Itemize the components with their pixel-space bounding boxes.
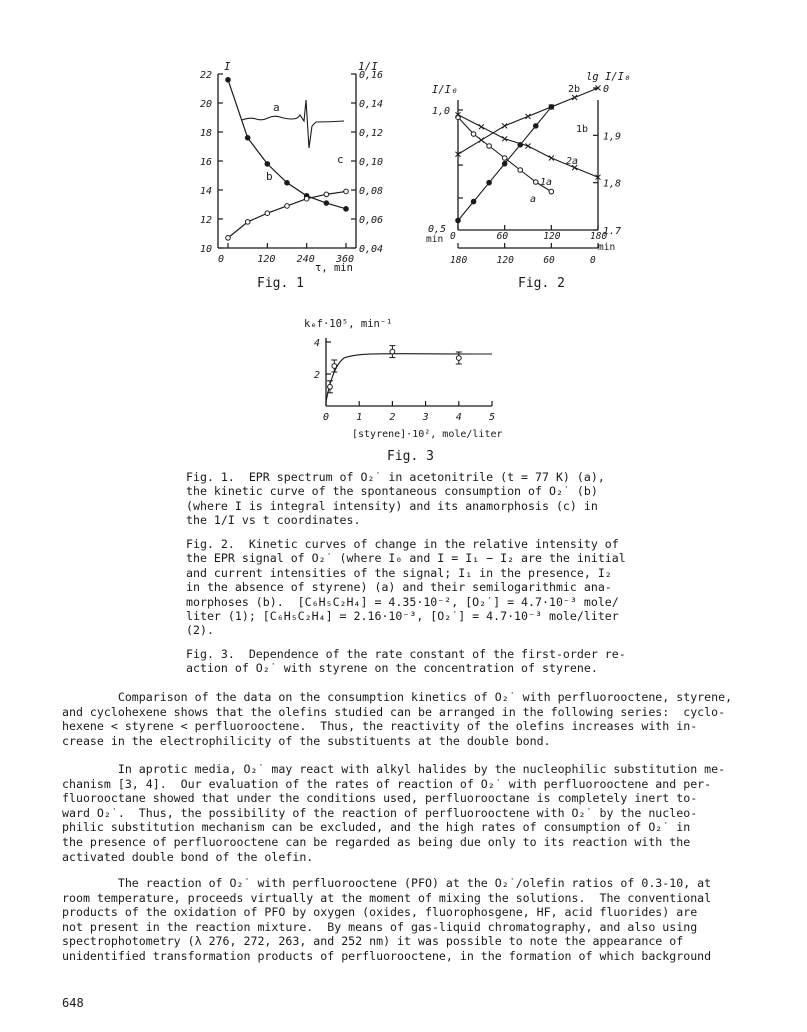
fig2-series-1a-point: [549, 189, 554, 194]
fig3-x-tick-label: 1: [356, 412, 363, 423]
fig1-right-tick-label: 0,16: [359, 70, 384, 81]
body-paragraph-1: [62, 690, 762, 748]
fig1-x-tick-label: 240: [296, 254, 315, 265]
fig2-x-tick-label-bottom: 180: [450, 255, 468, 266]
fig1-right-tick-label: 0,06: [359, 215, 384, 226]
fig1-caption-line: Fig. 1. EPR spectrum of O₂˙ in acetonitrile (t = 77 K) (a),: [186, 470, 605, 484]
fig3-data-point: [456, 356, 461, 361]
fig2-x-tick-label-top: 180: [590, 231, 608, 242]
fig1-left-tick-label: 14: [200, 186, 213, 197]
fig1-right-tick-label: 0,14: [359, 99, 384, 110]
fig2-series-1b-point: [471, 199, 476, 204]
figure-3-plot: [300, 310, 520, 448]
body-paragraph-2-line: philic substitution mechanism can be excluded, and the high rates of consumption of O₂˙ in: [62, 820, 691, 835]
fig1-series-b-point: [344, 207, 349, 212]
body-paragraph-2-line: In aprotic media, O₂˙ may react with alkyl halides by the nucleophilic substitution me-: [62, 762, 726, 776]
fig2-x-tick-label-top: 120: [543, 231, 561, 242]
fig2-curve-label-2a: 2a: [566, 156, 579, 167]
fig2-curve-label-1a: 1a: [540, 177, 553, 188]
body-paragraph-2-line: the presence of perfluorooctene can be regarded as being due only to its reaction with the: [62, 834, 691, 849]
body-paragraph-3: [62, 876, 762, 964]
fig2-series-2b-point: [502, 123, 507, 128]
page-number: 648: [62, 996, 84, 1010]
fig1-caption-line: the kinetic curve of the spontaneous consumption of O₂˙ (b): [186, 484, 598, 499]
fig2-left-tick-label: 0,5: [428, 224, 447, 235]
body-paragraph-3-line: spectrophotometry (λ 276, 272, 263, and 252 nm) it was possible to note the appearance of: [62, 934, 684, 949]
fig1-series-b-point: [245, 136, 250, 141]
fig1-series-c-point: [344, 189, 349, 194]
fig1-series-b-point: [285, 180, 290, 185]
fig1-curve-label-c: c: [337, 153, 344, 166]
fig2-series-1a-point: [471, 132, 476, 137]
fig1-series-c-point: [245, 220, 250, 225]
fig1-curve-label-a: a: [273, 101, 280, 114]
fig3-x-tick-label: 3: [422, 412, 429, 423]
fig3-x-axis-label: [styrene]·10², mole/liter: [352, 429, 503, 440]
fig2-right-tick-label: 0: [603, 84, 610, 95]
fig1-series-c-point: [324, 192, 329, 197]
fig3-x-tick-label: 4: [455, 412, 462, 423]
fig3-y-tick-label: 2: [314, 370, 321, 381]
fig2-caption-line: and current intensities of the signal; I₁ in the presence, I₂: [186, 565, 612, 580]
fig2-caption-line: Fig. 2. Kinetic curves of change in the relative intensity of: [186, 537, 619, 551]
fig1-series-b-line: [228, 80, 346, 209]
fig1-x-tick-label: 360: [336, 254, 355, 265]
fig3-x-tick-label: 0: [323, 412, 330, 423]
body-paragraph-3-line: products of the oxidation of PFO by oxygen (oxides, fluorophosgene, HF, acid fluorides) are: [62, 905, 698, 920]
fig1-right-axis-label: 1/I: [358, 60, 378, 73]
fig3-data-point: [390, 349, 395, 354]
fig2-right-axis-label: lg I/I₀: [586, 71, 631, 83]
fig1-series-c-line: [228, 191, 346, 237]
fig1-right-tick-label: 0,08: [359, 186, 384, 197]
fig3-label: Fig. 3: [387, 449, 434, 464]
fig1-right-tick-label: 0,10: [359, 157, 384, 168]
fig2-left-axis-unit: min: [426, 234, 444, 245]
fig2-series-1a-point: [518, 168, 523, 173]
fig2-series-1a-point: [502, 156, 507, 161]
fig2-caption-line: the EPR signal of O₂˙ (where I₀ and I = I₁ − I₂ are the initial: [186, 551, 626, 566]
body-paragraph-3-line: room temperature, proceeds virtually at the moment of mixing the solutions. The conventional: [62, 890, 712, 905]
fig3-x-tick-label: 2: [389, 412, 396, 423]
fig1-right-tick-label: 0,04: [359, 244, 384, 255]
fig1-series-b-point: [265, 162, 270, 167]
fig2-curve-label-a: a: [530, 194, 537, 205]
fig1-caption-line: (where I is integral intensity) and its anamorphosis (c) in: [186, 498, 598, 513]
figure-2-plot: [418, 60, 631, 280]
body-paragraph-2-line: activated double bond of the olefin.: [62, 849, 314, 864]
fig1-x-axis-label: τ, min: [315, 262, 353, 274]
fig1-left-tick-label: 18: [200, 128, 213, 139]
fig2-series-2a-point: [549, 156, 554, 161]
body-paragraph-3-line: not present in the reaction mixture. By means of gas-liquid chromatography, and also using: [62, 919, 698, 934]
body-paragraph-2: [62, 762, 762, 864]
fig1-x-tick-label: 120: [257, 254, 276, 265]
fig2-series-1a-point: [487, 144, 492, 149]
body-paragraph-2-line: fluorooctane showed that under the conditions used, perfluorooctane is completely inert to-: [62, 791, 698, 806]
fig2-left-tick-label: 1,0: [432, 106, 451, 117]
fig1-x-tick-label: 0: [218, 254, 225, 265]
fig2-label: Fig. 2: [518, 276, 565, 291]
fig1-left-axis-label: I: [224, 60, 231, 73]
fig2-left-axis-label: I/I₀: [432, 84, 458, 96]
fig1-left-tick-label: 22: [200, 70, 213, 81]
fig2-caption-line: morphoses (b). [C₆H₅C₂H₄] = 4.35·10⁻², [O₂˙] = 4.7·10⁻³ mole/: [186, 594, 619, 609]
fig2-series-2a-point: [479, 124, 484, 129]
body-paragraph-1-line: and cyclohexene shows that the olefins studied can be arranged in the following series: cyclo-: [62, 704, 726, 719]
fig1-left-tick-label: 10: [200, 244, 213, 255]
fig3-y-axis-label: kₑf·10⁵, min⁻¹: [304, 318, 393, 330]
fig2-series-1b-point: [502, 161, 507, 166]
fig1-epr-spectrum-a: [242, 100, 344, 148]
fig3-data-point: [328, 384, 333, 389]
fig2-series-2b-point: [479, 138, 484, 143]
fig2-series-1b-point: [518, 143, 523, 148]
fig2-series-1b-point: [487, 180, 492, 185]
fig2-x-tick-label-bottom: 120: [496, 255, 514, 266]
fig1-left-tick-label: 20: [200, 99, 213, 110]
fig2-series-2b-point: [572, 95, 577, 100]
fig3-data-point: [332, 364, 337, 369]
fig1-right-tick-label: 0,12: [359, 128, 384, 139]
fig3-caption-line: action of O₂˙ with styrene on the concentration of styrene.: [186, 661, 598, 676]
fig2-series-2b-line: [458, 88, 598, 154]
fig3-fit-curve: [326, 354, 492, 402]
body-paragraph-3-line: The reaction of O₂˙ with perfluorooctene (PFO) at the O₂˙/olefin ratios of 0.3-10, at: [62, 876, 712, 890]
fig1-series-c-point: [265, 211, 270, 216]
fig2-series-1a-point: [533, 180, 538, 185]
fig2-x-unit: min: [598, 242, 616, 253]
fig1-series-c-point: [285, 204, 290, 209]
fig3-x-tick-label: 5: [489, 412, 496, 423]
fig2-series-2b-point: [526, 114, 531, 119]
fig2-caption-line: liter (1); [C₆H₅C₂H₄] = 2.16·10⁻³, [O₂˙] = 4.7·10⁻³ mole/liter: [186, 609, 619, 624]
fig2-caption-line: in the absence of styrene) (a) and their semilogarithmic ana-: [186, 580, 612, 595]
fig3-caption: [186, 647, 656, 676]
fig2-x-tick-label-bottom: 60: [543, 255, 555, 266]
fig2-x-tick-label-top: 0: [450, 231, 456, 242]
fig2-right-tick-label: 1,8: [603, 178, 622, 190]
fig1-series-c-point: [304, 196, 309, 201]
body-paragraph-2-line: chanism [3, 4]. Our evaluation of the rates of reaction of O₂˙ with perfluorooctene and per-: [62, 776, 712, 791]
fig2-caption-line: (2).: [186, 623, 214, 638]
fig1-caption: [186, 470, 656, 528]
body-paragraph-3-line: unidentified transformation products of perfluorooctene, in the formation of which background: [62, 948, 712, 963]
fig2-right-tick-label: 1.7: [603, 226, 622, 237]
fig2-series-1b-point: [456, 218, 461, 223]
fig1-left-tick-label: 16: [200, 157, 213, 168]
fig1-curve-label-b: b: [266, 170, 273, 183]
fig1-series-b-point: [226, 78, 231, 83]
fig2-curve-label-2b: 2b: [568, 84, 581, 95]
body-paragraph-1-line: Comparison of the data on the consumption kinetics of O₂˙ with perfluorooctene, styrene,: [62, 690, 733, 704]
fig1-series-c-point: [226, 236, 231, 241]
fig2-x-tick-label-top: 60: [496, 231, 509, 242]
fig2-series-1b-point: [533, 124, 538, 129]
fig2-caption: [186, 537, 656, 638]
fig3-caption-line: Fig. 3. Dependence of the rate constant of the first-order re-: [186, 647, 626, 661]
body-paragraph-1-line: hexene < styrene < perfluorooctene. Thus, the reactivity of the olefins increases with in-: [62, 719, 698, 734]
body-paragraph-1-line: crease in the electrophilicity of the substituents at the double bond.: [62, 733, 551, 748]
fig3-y-tick-label: 4: [314, 338, 321, 349]
fig1-label: Fig. 1: [257, 276, 304, 291]
body-paragraph-2-line: ward O₂˙. Thus, the possibility of the reaction of perfluorooctene with O₂˙ by the nucleo-: [62, 805, 698, 820]
fig2-right-tick-label: 1,9: [603, 131, 622, 143]
fig2-x-tick-label-bottom: 0: [590, 255, 596, 266]
fig1-series-b-point: [324, 201, 329, 206]
fig1-left-tick-label: 12: [200, 215, 213, 226]
fig1-caption-line: the 1/I vs t coordinates.: [186, 513, 361, 528]
fig2-curve-label-1b: 1b: [576, 124, 589, 135]
figure-1-plot: [180, 60, 384, 280]
